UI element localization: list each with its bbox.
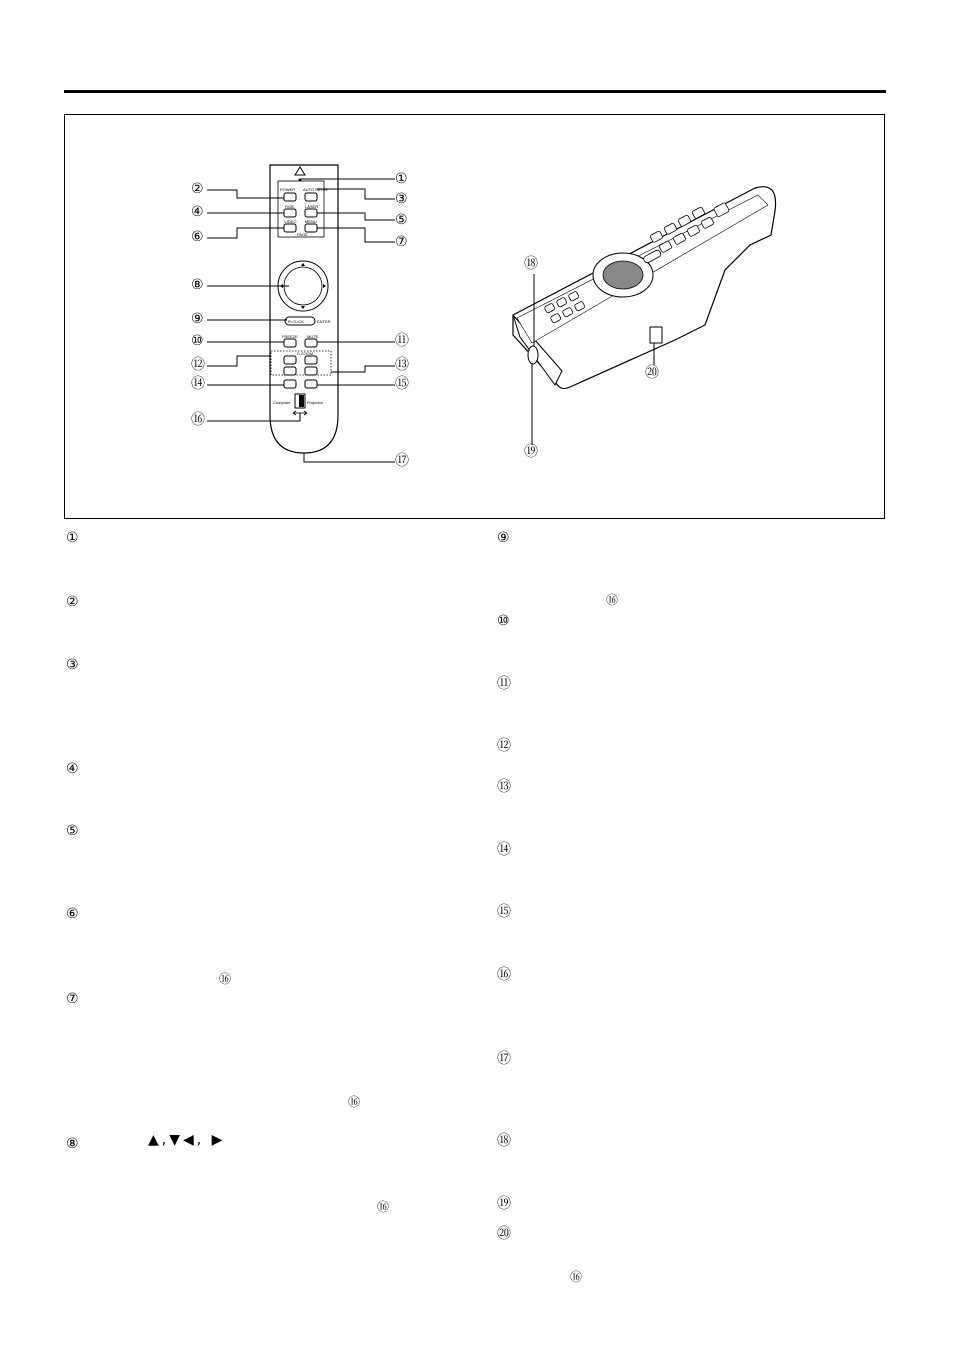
d-zoom-text: D.ZOOM [297,351,313,356]
right-marker-19: ⑲ [497,1196,511,1212]
right-marker-12: ⑫ [497,738,511,754]
callout-12: ⑫ [191,357,205,373]
left-marker-4: ④ [66,761,79,777]
right-marker-14: ⑭ [497,842,511,858]
right-marker-9: ⑨ [497,530,510,546]
rgb-text: RGB [285,204,294,209]
callout-4: ④ [191,204,204,220]
enter-text: ENTER [317,319,331,324]
right-marker-18: ⑱ [497,1133,511,1149]
callout-5: ⑤ [395,212,408,228]
callout-6: ⑥ [191,229,204,245]
laser-text: LASER [305,204,319,209]
remote-illustration [65,115,886,520]
switch-ref-6: ⑯ [219,972,232,986]
callout-18: ⑱ [524,256,538,272]
left-marker-2: ② [66,594,79,610]
callout-19: ⑲ [524,444,538,460]
callout-10: ⑩ [191,333,204,349]
switch-ref-9: ⑯ [606,593,619,607]
switch-ref-7: ⑯ [348,1095,361,1109]
callout-8: ⑧ [191,277,204,293]
callout-1: ① [395,171,408,187]
power-text: POWER [280,187,296,192]
remote-perspective-view [513,187,776,389]
left-marker-8: ⑧ [66,1136,79,1152]
left-marker-3: ③ [66,657,79,673]
right-marker-13: ⑬ [497,779,511,795]
callout-20: ⑳ [645,365,659,381]
left-marker-6: ⑥ [66,906,79,922]
left-marker-5: ⑤ [66,823,79,839]
left-marker-1: ① [66,530,79,546]
cursor-arrow-icons: ▲,▼◀, ▶ [148,1132,226,1148]
left-marker-7: ⑦ [66,991,79,1007]
switch-ref-20: ⑯ [570,1270,583,1284]
menu-text: MENU [305,219,317,224]
header-rule [64,90,886,93]
computer-text: Computer [273,400,291,405]
remote-front-view [270,165,338,453]
callout-11: ⑪ [395,333,409,349]
right-marker-15: ⑮ [497,904,511,920]
right-marker-17: ⑰ [497,1051,511,1067]
callout-2: ② [191,181,204,197]
callout-9: ⑨ [191,311,204,327]
mute-text: MUTE [307,334,319,339]
right-marker-20: ⑳ [497,1226,511,1242]
callout-13: ⑬ [395,357,409,373]
quick-text: R-CLICK [288,319,305,324]
auto-setup-text: AUTO SETUP [303,187,329,192]
callout-16: ⑯ [191,412,205,428]
projector-text: Projector [307,400,324,405]
video-text: VIDEO [284,219,297,224]
right-marker-10: ⑩ [497,613,510,629]
callout-15: ⑮ [395,376,409,392]
freeze-text: FREEZE [282,334,298,339]
callout-3: ③ [395,191,408,207]
callout-17: ⑰ [395,453,409,469]
switch-ref-8: ⑯ [377,1200,390,1214]
page-text: PAGE [297,232,308,237]
callout-14: ⑭ [191,376,205,392]
right-marker-16: ⑯ [497,967,511,983]
callout-7: ⑦ [395,234,408,250]
remote-control-figure [64,114,885,519]
right-marker-11: ⑪ [497,676,511,692]
